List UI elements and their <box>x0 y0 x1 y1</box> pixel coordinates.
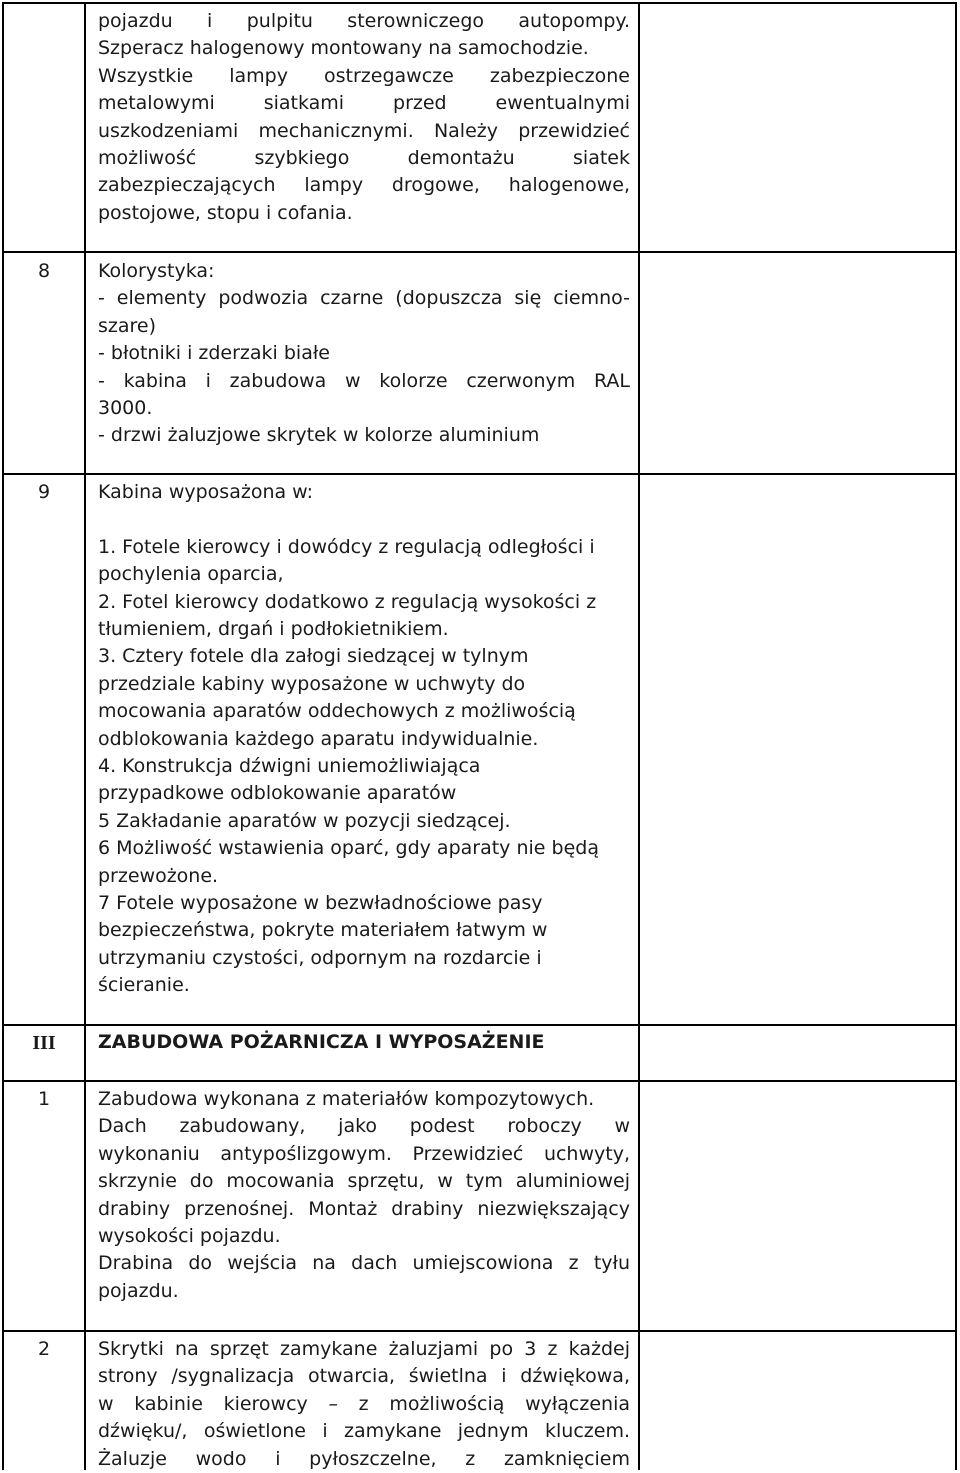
text-line: metalowymi siatkami przed ewentualnymi <box>98 92 630 115</box>
text-line: w kabinie kierowcy – z możliwością wyłączenia <box>98 1392 630 1415</box>
text-line: odblokowania każdego aparatu indywidualnie. <box>98 727 539 750</box>
row-separator <box>4 251 955 253</box>
row-separator <box>4 1080 955 1082</box>
text-line: 4. Konstrukcja dźwigni uniemożliwiająca <box>98 755 481 778</box>
text-line: 6 Możliwość wstawienia oparć, gdy aparaty nie będą <box>98 837 599 860</box>
row-number: 2 <box>37 1338 51 1360</box>
row-8-description <box>98 258 630 450</box>
text-line: postojowe, stopu i cofania. <box>98 201 353 224</box>
row-number: 8 <box>37 260 51 282</box>
text-line: szare) <box>98 314 157 337</box>
text-line: uszkodzeniami mechanicznymi. Należy przewidzieć <box>98 119 630 142</box>
text-line: 5 Zakładanie aparatów w pozycji siedzącej. <box>98 809 511 832</box>
text-line: dźwięku/, oświetlone i zamykane jednym kluczem. <box>98 1420 630 1443</box>
text-line: - drzwi żaluzjowe skrytek w kolorze aluminium <box>98 424 540 447</box>
text-line: Wszystkie lampy ostrzegawcze zabezpieczone <box>98 64 630 87</box>
text-line: skrzynie do mocowania sprzętu, w tym aluminiowej <box>98 1170 630 1193</box>
row-9-description <box>98 479 630 1000</box>
text-line: pojazdu. <box>98 1279 179 1302</box>
text-line: bezpieczeństwa, pokryte materiałem łatwym w <box>98 919 548 942</box>
text-line: drabiny przenośnej. Montaż drabiny niezwiększający <box>98 1197 630 1220</box>
text-line: 7 Fotele wyposażone w bezwładnościowe pasy <box>98 892 543 915</box>
section-heading: ZABUDOWA POŻARNICZA I WYPOSAŻENIE <box>98 1031 545 1053</box>
text-line: wysokości pojazdu. <box>98 1225 281 1248</box>
section-number: III <box>32 1032 56 1054</box>
text-line: zabezpieczających lampy drogowe, halogenowe, <box>98 174 630 197</box>
text-line: przypadkowe odblokowanie aparatów <box>98 782 457 805</box>
column-separator-right <box>638 4 640 1470</box>
text-line: - kabina i zabudowa w kolorze czerwonym RAL <box>98 369 630 392</box>
text-line: 1. Fotele kierowcy i dowódcy z regulacją odległości i <box>98 535 595 558</box>
spec-table <box>2 2 957 1470</box>
text-line: przedziale kabiny wyposażone w uchwyty do <box>98 672 526 695</box>
text-line: ścieranie. <box>98 974 190 997</box>
row-separator <box>4 1024 955 1026</box>
row-number: 1 <box>37 1088 51 1110</box>
row-1-description <box>98 1086 630 1305</box>
text-line: pochylenia oparcia, <box>98 563 284 586</box>
text-line: - błotniki i zderzaki białe <box>98 342 330 365</box>
row-2-description <box>98 1336 630 1473</box>
text-line: 3000. <box>98 397 153 420</box>
text-line: mocowania aparatów oddechowych z możliwością <box>98 700 576 723</box>
text-line: 3. Cztery fotele dla załogi siedzącej w tylnym <box>98 645 529 668</box>
text-line: wykonaniu antypoślizgowym. Przewidzieć uchwyty, <box>98 1142 630 1165</box>
row-number: 9 <box>37 481 51 503</box>
text-line: - elementy podwozia czarne (dopuszcza się ciemno- <box>98 287 630 310</box>
text-line: Kabina wyposażona w: <box>98 481 314 503</box>
blank-line <box>98 506 630 533</box>
text-line: przewożone. <box>98 864 219 887</box>
text-line: Zabudowa wykonana z materiałów kompozytowych. <box>98 1088 595 1110</box>
row-separator <box>4 473 955 475</box>
text-line: 2. Fotel kierowcy dodatkowo z regulacją wysokości z <box>98 590 597 613</box>
text-line: możliwość szybkiego demontażu siatek <box>98 147 630 170</box>
text-line: strony /sygnalizacja otwarcia, świetlna i dźwiękowa, <box>98 1365 630 1388</box>
text-line: Kolorystyka: <box>98 260 215 282</box>
text-line: Szperacz halogenowy montowany na samochodzie. <box>98 37 589 60</box>
text-line: Skrytki na sprzęt zamykane żaluzjami po 3 z każdej <box>98 1338 630 1360</box>
text-line: utrzymaniu czystości, odpornym na rozdarcie i <box>98 946 542 969</box>
text-line: tłumieniem, drgań i podłokietnikiem. <box>98 618 449 641</box>
text-line: pojazdu i pulpitu sterowniczego autopompy. <box>98 10 630 32</box>
text-line: Żaluzje wodo i pyłoszczelne, z zamknięciem <box>98 1447 630 1470</box>
row-separator <box>4 1330 955 1332</box>
row-7-description <box>98 8 630 227</box>
text-line: Dach zabudowany, jako podest roboczy w <box>98 1115 630 1138</box>
text-line: Drabina do wejścia na dach umiejscowiona z tyłu <box>98 1252 630 1275</box>
column-separator-number <box>84 4 86 1470</box>
